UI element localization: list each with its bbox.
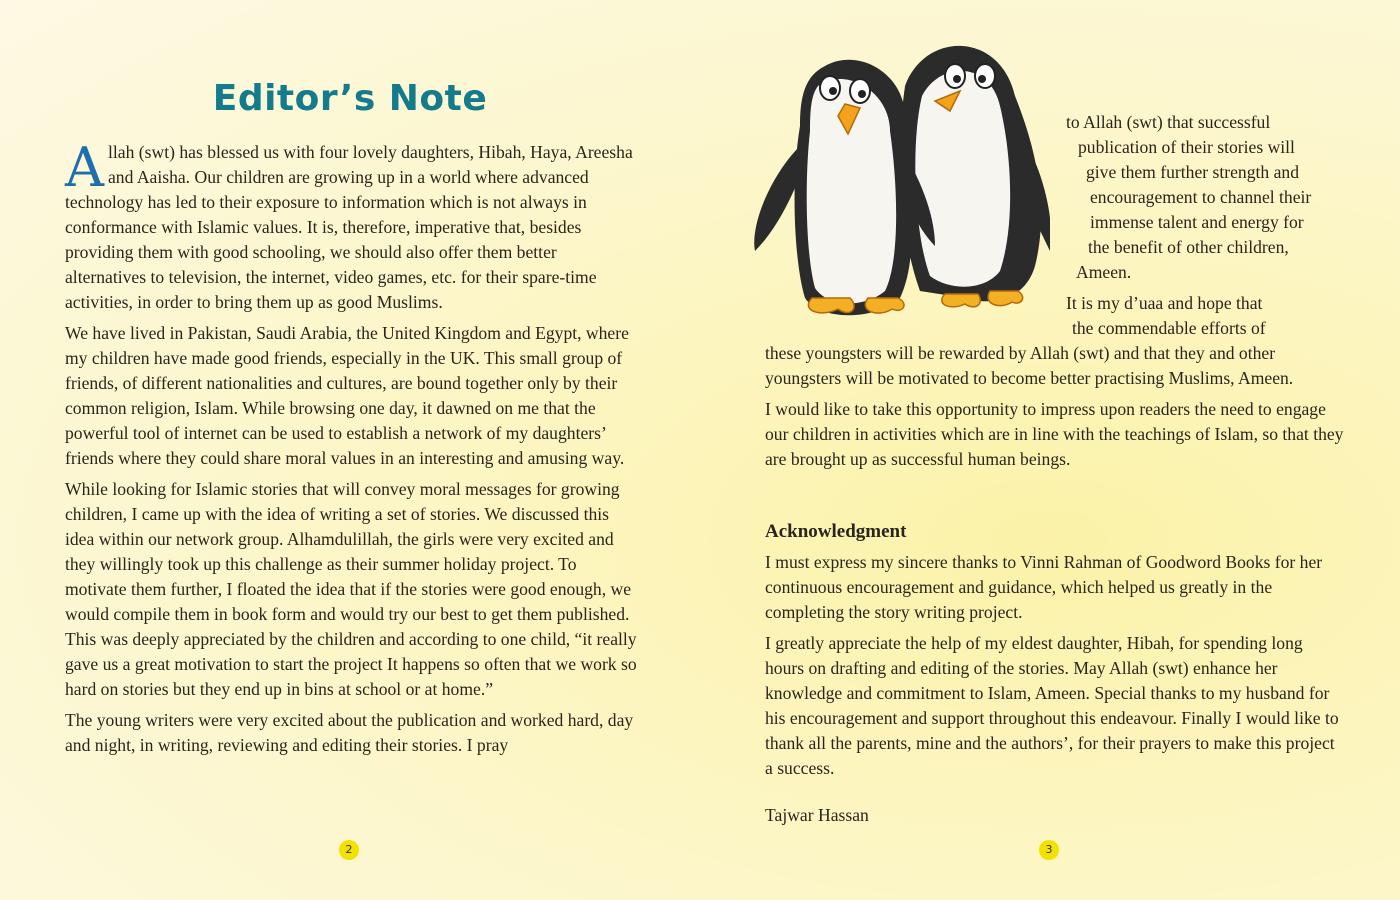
page-number-badge: 2 [339,840,359,860]
wrapped-paragraph [1060,110,1360,285]
acknowledgment-paragraph-2: I greatly appreciate the help of my eldest daughter, Hibah, for spending long hours on drafting and editing of the stories. May Allah (swt) enhance her knowledge and commitment to Islam, Ameen. Special thanks to my husband for his encouragement and support throughout this endeavour. Finally I would like to thank all the parents, mine and the authors’, for their prayers to make this project a success. [765,633,1339,778]
paragraph-3: While looking for Islamic stories that will convey moral messages for growing children, I came up with the idea of writing a set of stories. We discussed this idea within our network group. Alhamdulillah, the girls were very excited and they willingly took up this challenge as their summer holiday project. To motivate them further, I floated the idea that if the stories were good enough, we would compile them in book form and would try our best to get them published. This was deeply appreciated by the children and according to one child, “it really gave us a great motivation to start the project It happens so often that we work so hard on stories but they end up in bins at school or at home.” [65,479,637,699]
duaa-line: these youngsters will be rewarded by Allah (swt) and that they and other [765,343,1276,363]
wrap-line: to Allah (swt) that successful [1066,112,1271,132]
duaa-line: the commendable efforts of [1072,318,1266,338]
right-penguin [900,46,1050,307]
wrap-line: the benefit of other children, [1088,237,1289,257]
wrap-line: encouragement to channel their [1090,187,1312,207]
duaa-line: youngsters will be motivated to become better practising Muslims, Ameen. [765,368,1294,388]
acknowledgment-section [765,519,1345,787]
page-title: Editor’s Note [212,78,488,119]
wrap-line: immense talent and energy for [1090,212,1304,232]
acknowledgment-heading: Acknowledgment [765,521,907,542]
right-body [765,291,1345,478]
paragraph-opportunity: I would like to take this opportunity to impress upon readers the need to engage our children in activities which are in line with the teachings of Islam, so that they are brought up as successful human beings. [765,399,1344,469]
paragraph-4: The young writers were very excited about the publication and worked hard, day and night, in writing, reviewing and editing their stories. I pray [65,710,634,755]
right-page [700,0,1400,900]
drop-cap: A [65,136,104,199]
signature: Tajwar Hassan [765,805,869,825]
acknowledgment-paragraph-1: I must express my sincere thanks to Vinni Rahman of Goodword Books for her continuous encouragement and guidance, which helped us greatly in the completing the story writing project. [765,552,1323,622]
wrap-line: give them further strength and [1086,162,1300,182]
page-number-badge: 3 [1039,840,1059,860]
paragraph-duaa [765,291,1345,391]
paragraph-2: We have lived in Pakistan, Saudi Arabia, the United Kingdom and Egypt, where my children have made good friends, especially in the UK. This small group of friends, of different nationalities and cultures, are bound together only by their common religion, Islam. While browsing one day, it dawned on me that the powerful tool of internet can be used to establish a network of my daughters’ friends where they could share moral values in an interesting and amusing way. [65,323,629,468]
editors-note-body [65,136,637,764]
duaa-line: It is my d’uaa and hope that [1066,293,1263,313]
paragraph-1 [65,136,637,315]
wrap-line: publication of their stories will [1078,137,1295,157]
wrap-line: Ameen. [1076,262,1132,282]
paragraph-1-text: llah (swt) has blessed us with four lovely daughters, Hibah, Haya, Areesha and Aaisha. Our children are growing up in a world where advanced technology has led to their exposure to information which is not always in conformance with Islamic values. It is, therefore, imperative that, besides providing them with good schooling, we should also offer them better alternatives to television, the internet, video games, etc. for their spare-time activities, in order to bring them up as good Muslims. [65,142,633,312]
